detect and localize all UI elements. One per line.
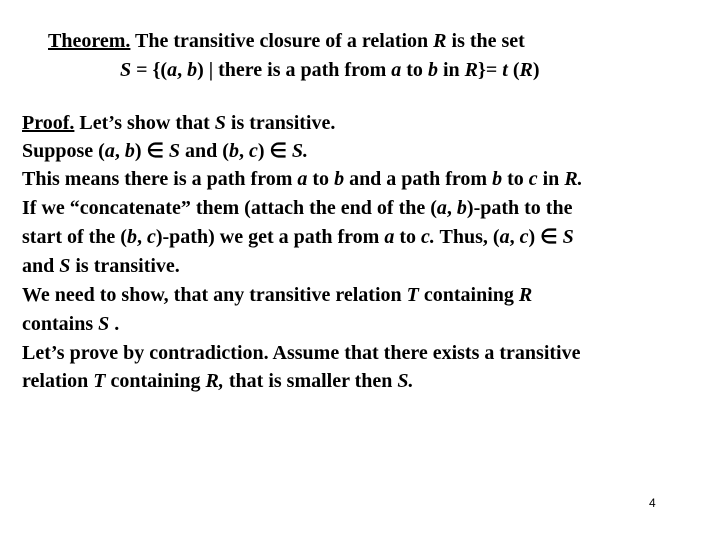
proof-text-segment: S xyxy=(98,313,110,335)
theorem-line-2-segment: R xyxy=(464,59,478,81)
proof-line-9 xyxy=(22,341,580,365)
proof-text-segment: containing xyxy=(105,370,206,392)
proof-text-segment: to xyxy=(307,168,335,190)
proof-text-segment: S. xyxy=(397,370,414,392)
proof-text-segment: start of the ( xyxy=(22,226,127,248)
proof-text-segment: c xyxy=(248,140,258,162)
proof-line-2 xyxy=(22,139,308,163)
proof-text-segment: ) ∈ xyxy=(134,140,169,162)
proof-text-segment: S. xyxy=(291,140,309,162)
proof-text-segment: a xyxy=(104,140,115,162)
proof-text-segment: This means there is a path from xyxy=(22,168,298,190)
proof-line-1 xyxy=(22,111,335,135)
proof-text-segment: a xyxy=(297,168,308,190)
proof-text-segment: R. xyxy=(564,168,583,190)
proof-text-segment: S xyxy=(168,140,181,162)
theorem-line-2-segment: , xyxy=(177,59,188,81)
theorem-line-2-segment: = {( xyxy=(131,59,168,81)
proof-text-segment: b xyxy=(126,226,137,248)
proof-text-segment: a xyxy=(499,226,510,248)
theorem-line-2-segment: a xyxy=(391,59,402,81)
proof-line-8 xyxy=(22,312,119,336)
proof-text-segment: a xyxy=(384,226,395,248)
theorem-line-2-segment: ) | there is a path from xyxy=(197,59,392,81)
proof-text-segment: Suppose ( xyxy=(22,140,105,162)
proof-text-segment: S xyxy=(562,226,574,248)
theorem-line-2-segment: S xyxy=(120,59,132,81)
proof-text-segment: S xyxy=(59,255,71,277)
proof-text-segment: a xyxy=(436,197,447,219)
theorem-line-2-segment: b xyxy=(427,59,438,81)
proof-text-segment: b xyxy=(228,140,239,162)
proof-text-segment: to xyxy=(394,226,422,248)
proof-text-segment: )-path to the xyxy=(466,197,573,219)
theorem-text: The transitive closure of a relation xyxy=(130,30,434,52)
proof-text-segment: relation xyxy=(22,370,94,392)
proof-text-segment: b xyxy=(492,168,503,190)
proof-line-4 xyxy=(22,196,572,220)
theorem-line-2-segment: ( xyxy=(507,59,520,81)
proof-text-segment: If we “concatenate” them (attach the end of the ( xyxy=(22,197,437,219)
page-number: 4 xyxy=(649,496,656,510)
proof-text-segment: and ( xyxy=(180,140,229,162)
proof-text-segment: S xyxy=(214,112,226,134)
proof-text-segment: Let’s prove by contradiction. Assume that there exists a transitive xyxy=(22,342,581,364)
theorem-line-2-segment: ) xyxy=(532,59,540,81)
proof-label: Proof. xyxy=(22,112,75,134)
proof-text-segment: ) ∈ xyxy=(528,226,563,248)
theorem-label: Theorem. xyxy=(48,30,131,52)
proof-text-segment: b xyxy=(124,140,135,162)
theorem-text-end: is the set xyxy=(446,30,525,52)
proof-text-segment: in xyxy=(537,168,565,190)
theorem-line-2-segment: to xyxy=(401,59,428,81)
proof-text-segment: c xyxy=(146,226,156,248)
proof-text-segment: and xyxy=(22,255,60,277)
theorem-line-2-segment: in xyxy=(437,59,465,81)
theorem-line-2-segment: a xyxy=(167,59,178,81)
proof-text-segment: , xyxy=(114,140,125,162)
proof-text-segment: R, xyxy=(205,370,224,392)
theorem-line-2-segment: b xyxy=(187,59,198,81)
proof-text-segment: , xyxy=(136,226,147,248)
proof-text-segment: c xyxy=(519,226,529,248)
proof-line-5 xyxy=(22,225,574,249)
proof-text-segment: that is smaller then xyxy=(223,370,398,392)
proof-line-3 xyxy=(22,167,583,191)
proof-text-segment: R xyxy=(518,284,533,306)
proof-text-segment: ) ∈ xyxy=(257,140,292,162)
proof-text-segment: We need to show, that any transitive relation xyxy=(22,284,407,306)
proof-text-segment: , xyxy=(509,226,520,248)
proof-text-segment: is transitive. xyxy=(225,112,336,134)
proof-text-segment: , xyxy=(238,140,249,162)
theorem-line-1 xyxy=(48,29,525,53)
proof-text-segment: b xyxy=(334,168,345,190)
proof-text-segment: is transitive. xyxy=(70,255,180,277)
proof-text-segment: T xyxy=(406,284,419,306)
proof-text-segment: T xyxy=(93,370,106,392)
proof-text-segment: , xyxy=(446,197,457,219)
proof-text-segment: b xyxy=(456,197,467,219)
theorem-line-2-segment: R xyxy=(519,59,533,81)
proof-text-segment: )-path) we get a path from xyxy=(155,226,385,248)
theorem-line-2-segment: t xyxy=(502,59,508,81)
proof-text-segment: c. xyxy=(421,226,435,248)
proof-text-segment: Let’s show that xyxy=(79,112,215,134)
proof-text-segment: and a path from xyxy=(344,168,493,190)
proof-line-6 xyxy=(22,254,180,278)
proof-text-segment: containing xyxy=(418,284,519,306)
theorem-relation-symbol: R xyxy=(433,30,447,52)
proof-line-7 xyxy=(22,283,532,307)
proof-text-segment: c xyxy=(528,168,538,190)
proof-line-10 xyxy=(22,369,414,393)
proof-text-segment: . xyxy=(109,313,120,335)
proof-text-segment: contains xyxy=(22,313,99,335)
theorem-line-2 xyxy=(120,58,540,82)
theorem-line-2-segment: }= xyxy=(477,59,503,81)
proof-text-segment: Thus, ( xyxy=(434,226,500,248)
proof-text-segment: to xyxy=(502,168,529,190)
